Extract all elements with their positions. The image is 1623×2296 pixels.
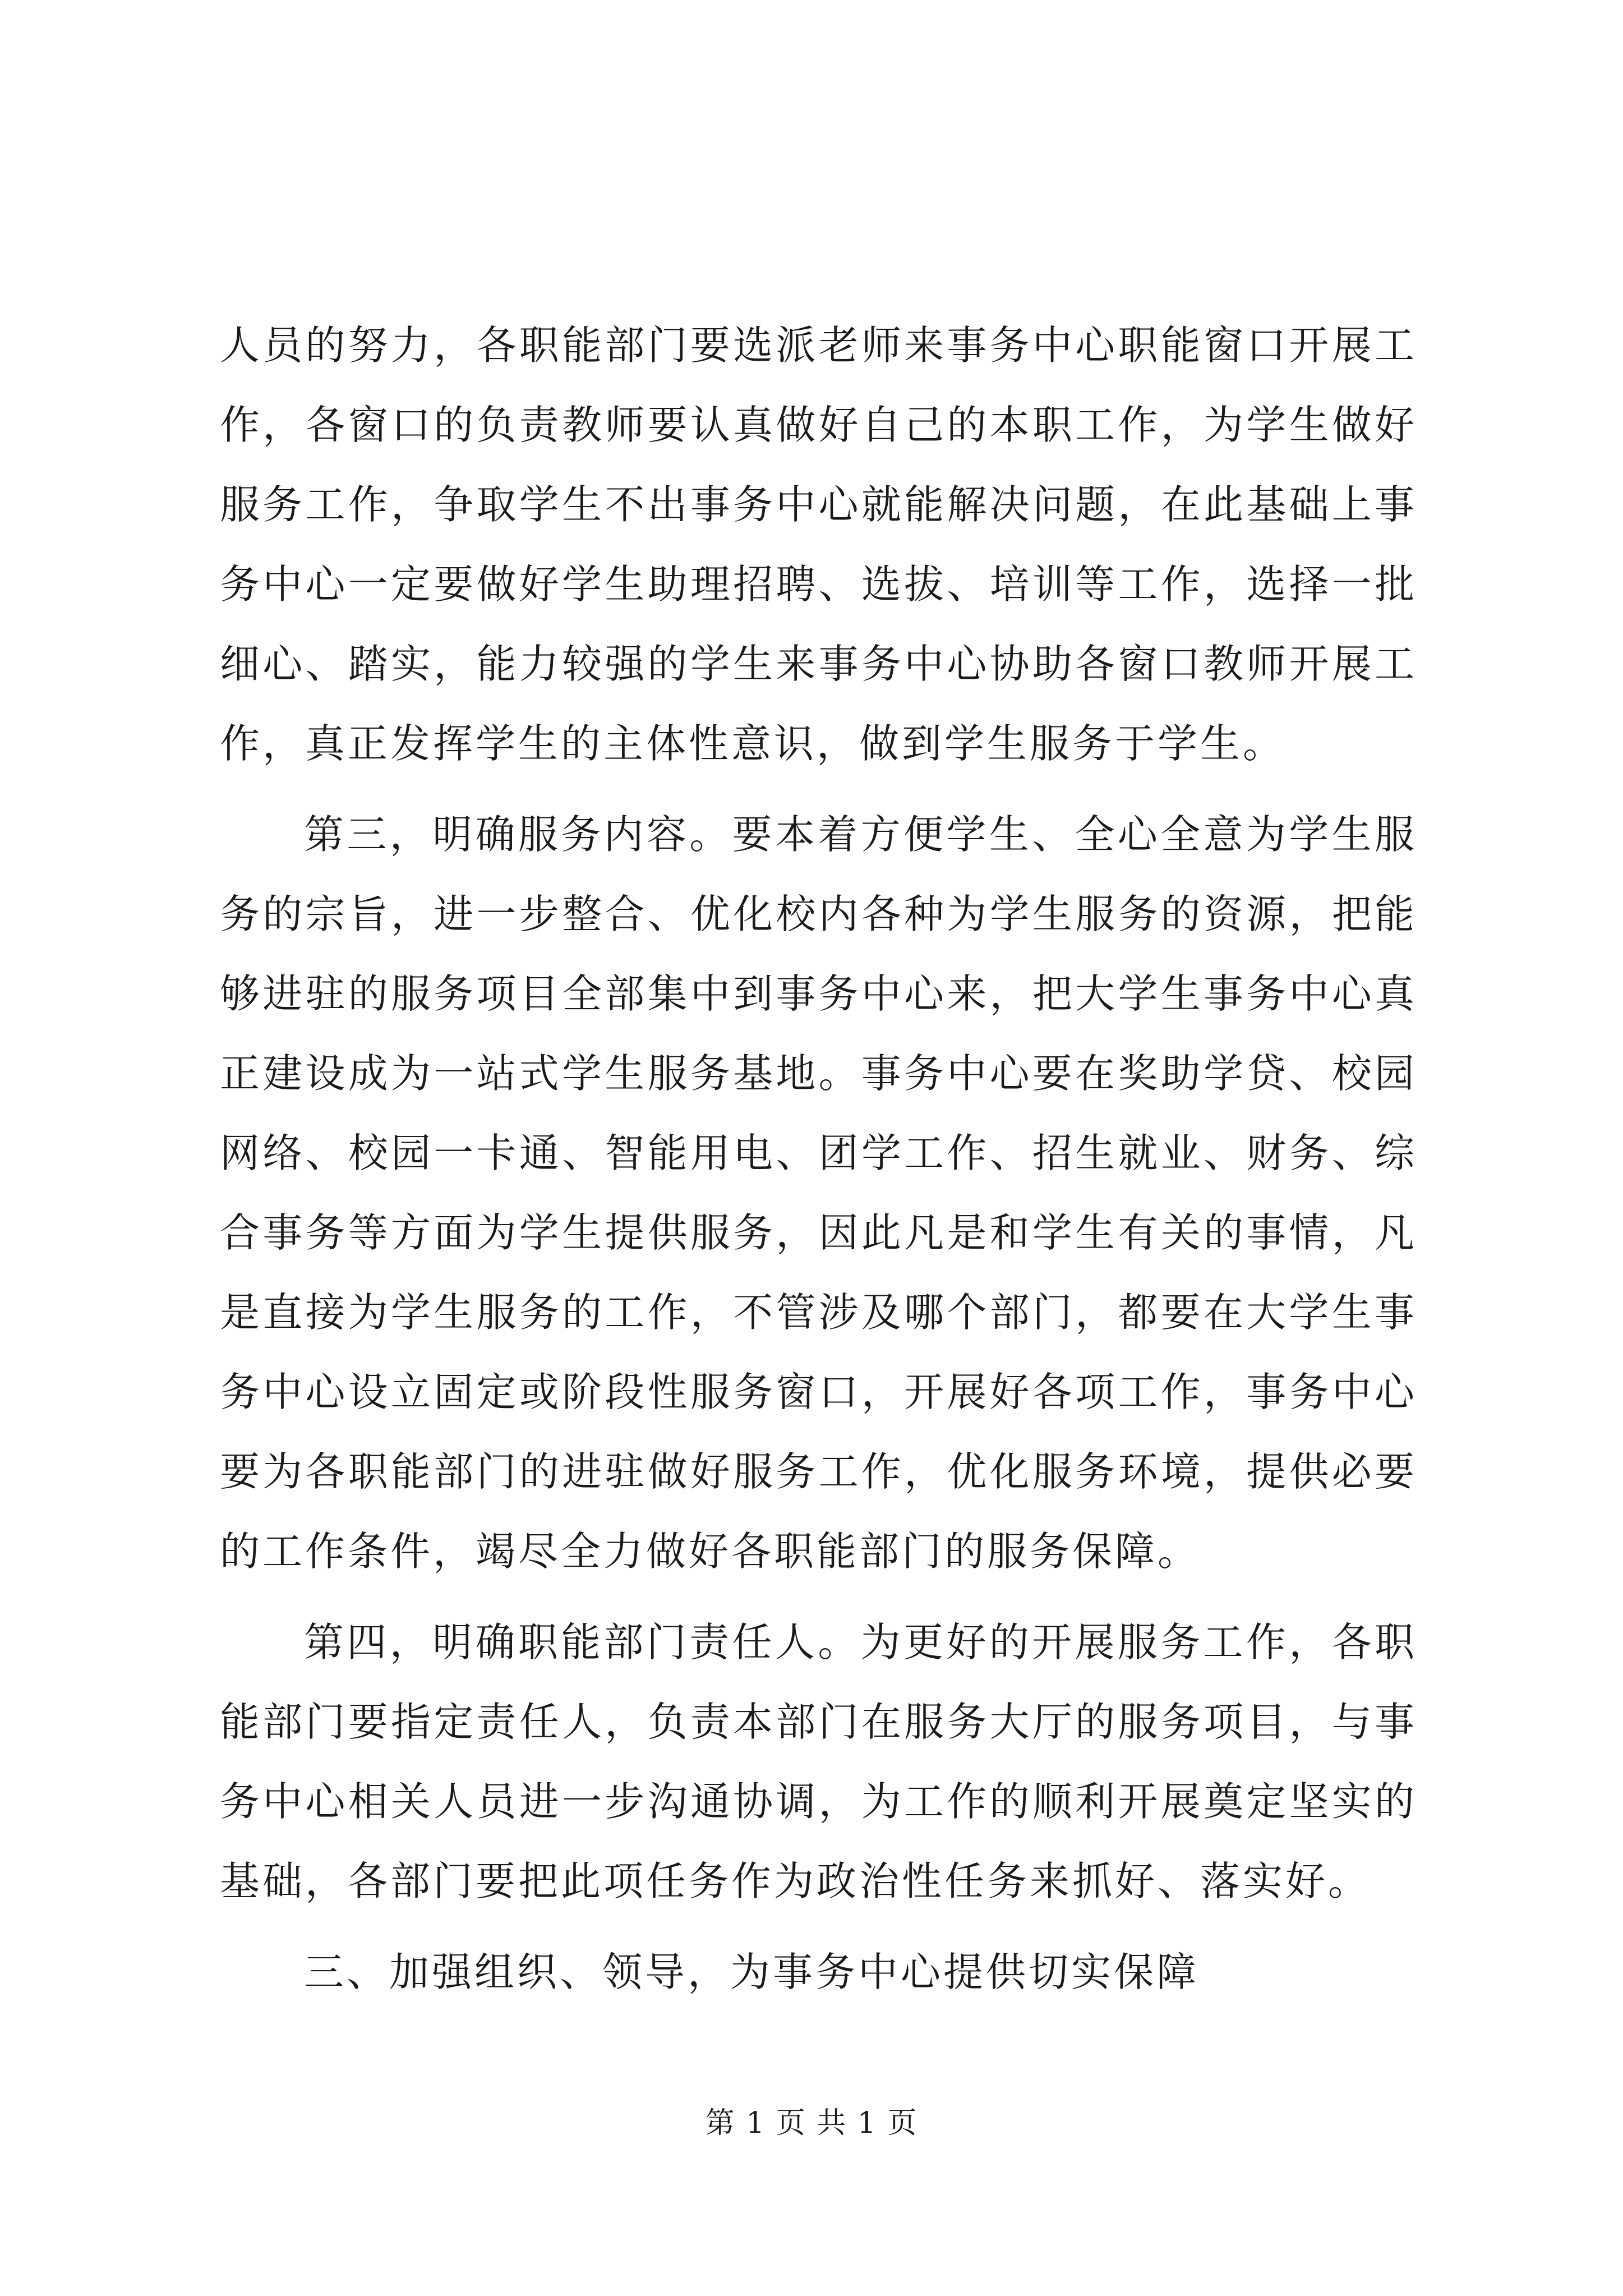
paragraph-responsible-person: 第四，明确职能部门责任人。为更好的开展服务工作，各职能部门要指定责任人，负责本部门在服务大厅的服务项目，与事务中心相关人员进一步沟通协调，为工作的顺利开展奠定坚实的基础，各部门要把此项任务作为政治性任务来抓好、落实好。 (220, 1619, 1417, 1904)
document-body (220, 306, 1417, 2012)
section-heading: 三、加强组织、领导，为事务中心提供切实保障 (304, 1949, 1200, 1995)
page-number-footer: 第 1 页 共 1 页 (705, 2106, 918, 2140)
paragraph-continuation: 人员的努力，各职能部门要选派老师来事务中心职能窗口开展工作，各窗口的负责教师要认真做好自己的本职工作，为学生做好服务工作，争取学生不出事务中心就能解决问题，在此基础上事务中心一定要做好学生助理招聘、选拔、培训等工作，选择一批细心、踏实，能力较强的学生来事务中心协助各窗口教师开展工作，真正发挥学生的主体性意识，做到学生服务于学生。 (220, 322, 1417, 767)
paragraph-service-content: 第三，明确服务内容。要本着方便学生、全心全意为学生服务的宗旨，进一步整合、优化校内各种为学生服务的资源，把能够进驻的服务项目全部集中到事务中心来，把大学生事务中心真正建设成为一站式学生服务基地。事务中心要在奖助学贷、校园网络、校园一卡通、智能用电、团学工作、招生就业、财务、综合事务等方面为学生提供服务，因此凡是和学生有关的事情，凡是直接为学生服务的工作，不管涉及哪个部门，都要在大学生事务中心设立固定或阶段性服务窗口，开展好各项工作，事务中心要为各职能部门的进驻做好服务工作，优化服务环境，提供必要的工作条件，竭尽全力做好各职能部门的服务保障。 (220, 811, 1417, 1575)
